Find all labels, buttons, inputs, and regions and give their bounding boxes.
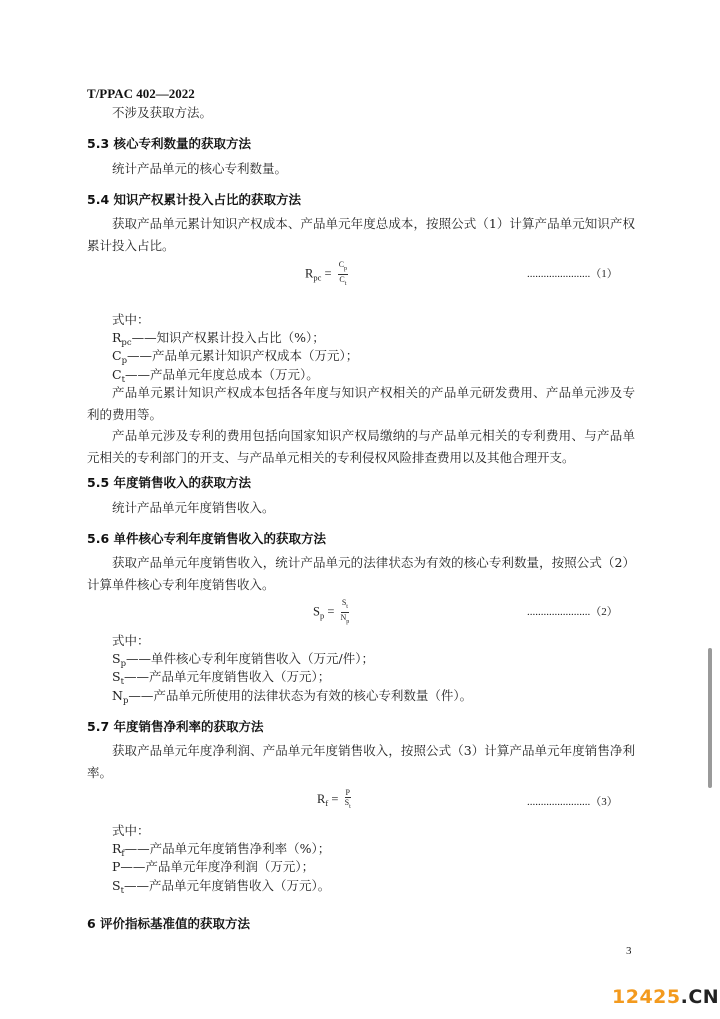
section-text-5-4: 获取产品单元累计知识产权成本、产品单元年度总成本，按照公式（1）计算产品单元知识产权累计投入占比。 xyxy=(87,216,635,253)
def-sp: $S_p——$单件核心专利年度销售收入（万元/件）； xyxy=(112,651,374,669)
formula-1-denominator: $C_t$ xyxy=(339,275,347,287)
def-ct: $C_t——$产品单元年度总成本（万元）。 xyxy=(112,367,319,385)
section-text-5-3: 统计产品单元的核心专利数量。 xyxy=(112,161,288,176)
formula-1-leader: .......................（1） xyxy=(527,268,618,280)
def-cp: $C_p——$产品单元累计知识产权成本（万元）； xyxy=(112,348,359,366)
section-heading-5-5: 5.5 年度销售收入的获取方法 xyxy=(87,475,251,490)
def-np: $N_p——$产品单元所使用的法律状态为有效的核心专利数量（件）。 xyxy=(112,688,473,706)
formula-1-fraction xyxy=(338,260,348,289)
formula-1 xyxy=(305,260,348,289)
def-st-2: $S_t——$产品单元年度销售收入（万元）。 xyxy=(112,878,331,896)
carry-line: 不涉及获取方法。 xyxy=(112,105,213,120)
def-rpc: $R_{pc}——$知识产权累计投入占比（%）； xyxy=(112,330,325,348)
formula-2: $S_p$ = $\frac{S_t}{N_p}$ xyxy=(313,598,350,625)
scrollbar-thumb[interactable] xyxy=(708,648,712,788)
section-heading-6: 6 评价指标基准值的获取方法 xyxy=(87,916,251,931)
section-text-5-6: 获取产品单元年度销售收入，统计产品单元的法律状态为有效的核心专利数量，按照公式（2）计算单件核心专利年度销售收入。 xyxy=(87,555,635,592)
where-label-2: 式中： xyxy=(112,633,150,648)
formula-3-fraction: $\frac{P}{S_t}$ xyxy=(344,788,351,810)
section-text-5-5: 统计产品单元年度销售收入。 xyxy=(112,500,275,515)
formula-2-number: （2） xyxy=(590,606,618,618)
where-label-1: 式中： xyxy=(112,312,150,327)
def-st: $S_t——$产品单元年度销售收入（万元）； xyxy=(112,669,331,687)
page-number: 3 xyxy=(626,945,632,957)
section-heading-5-3: 5.3 核心专利数量的获取方法 xyxy=(87,136,251,151)
formula-1-lhs: R xyxy=(305,266,314,281)
section-heading-5-4: 5.4 知识产权累计投入占比的获取方法 xyxy=(87,192,301,207)
formula-3: $R_f$ = $\frac{P}{S_t}$ xyxy=(317,788,351,810)
formula-1-numerator: $C_p$ xyxy=(338,260,348,275)
formula-3-number: （3） xyxy=(590,796,618,808)
site-watermark: 12425.CN xyxy=(612,986,720,1008)
formula-2-leader: .......................（2） xyxy=(527,606,618,618)
section-text-5-7: 获取产品单元年度净利润、产品单元年度销售收入，按照公式（3）计算产品单元年度销售净利率。 xyxy=(87,743,635,780)
standard-code: T/PPAC 402—2022 xyxy=(87,86,195,101)
def-p: P——产品单元年度净利润（万元）； xyxy=(112,859,315,874)
where-label-3: 式中： xyxy=(112,823,150,838)
formula-2-fraction: $\frac{S_t}{N_p}$ xyxy=(340,598,350,625)
def-rf: $R_f——$产品单元年度销售净利率（%）； xyxy=(112,841,331,859)
section-heading-5-6: 5.6 单件核心专利年度销售收入的获取方法 xyxy=(87,531,326,546)
formula-1-lhs-sub: pc xyxy=(313,272,322,283)
note-ip-cost: 产品单元累计知识产权成本包括各年度与知识产权相关的产品单元研发费用、产品单元涉及专利的费用等。 xyxy=(87,385,635,422)
section-heading-5-7: 5.7 年度销售净利率的获取方法 xyxy=(87,719,264,734)
formula-1-number: （1） xyxy=(590,268,618,280)
formula-1-equals: = xyxy=(324,266,332,281)
note-patent-cost: 产品单元涉及专利的费用包括向国家知识产权局缴纳的与产品单元相关的专利费用、与产品单元相关的专利部门的开支、与产品单元相关的专利侵权风险排查费用以及其他合理开支。 xyxy=(87,428,635,465)
formula-3-leader: .......................（3） xyxy=(527,796,618,808)
